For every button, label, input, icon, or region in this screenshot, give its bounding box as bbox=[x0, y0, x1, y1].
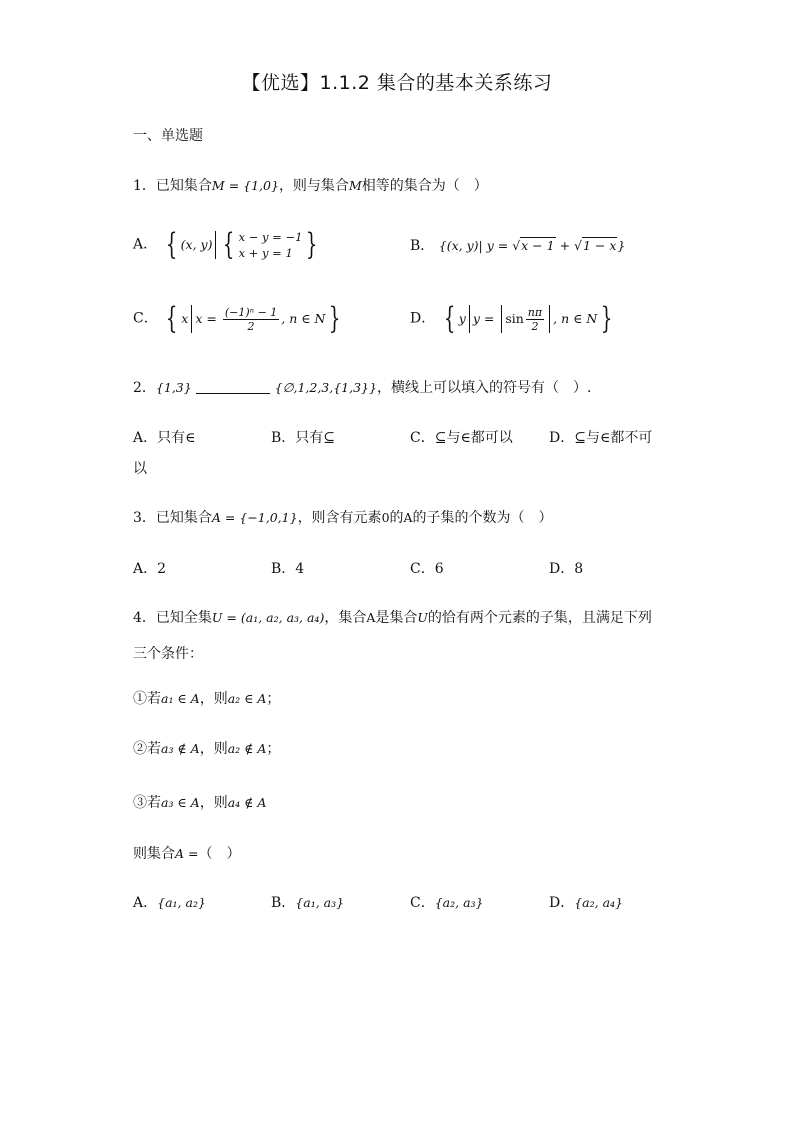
q1-d-y: y = bbox=[472, 310, 499, 326]
q2-set2: {∅,1,2,3,{1,3}} bbox=[274, 380, 377, 395]
q4-text-a: 4．已知全集 bbox=[133, 610, 212, 626]
q1-a-eq2: x + y = 1 bbox=[238, 246, 293, 260]
page-title: 【优选】1.1.2 集合的基本关系练习 bbox=[241, 72, 553, 94]
q1-d-sin: sin bbox=[505, 310, 524, 326]
q1-d-tail: , n ∈ N bbox=[553, 310, 598, 326]
q1-b-sqrt1: x − 1 bbox=[521, 238, 555, 253]
q4-c1-text-a: ①若 bbox=[133, 691, 161, 707]
q1-b-prefix: {(x, y)| y = bbox=[438, 238, 513, 253]
q2-set1: {1,3} bbox=[155, 380, 192, 395]
q3-text-d: 的子集的个数为（ ） bbox=[412, 510, 553, 526]
q4-c3-text-a: ③若 bbox=[133, 795, 161, 811]
section-heading: 一、单选题 bbox=[133, 128, 203, 144]
q1-option-a[interactable] bbox=[133, 229, 322, 261]
q2-option-d-wrap: 以 bbox=[133, 461, 147, 477]
q4-option-c[interactable] bbox=[410, 894, 484, 912]
q3-option-a[interactable]: A．2 bbox=[133, 561, 167, 577]
q4-text-d: 的恰有两个元素的子集，且满足下列 bbox=[427, 610, 652, 626]
q1-text-b: ，则与集合 bbox=[278, 178, 349, 194]
q1-set-m: M = {1,0} bbox=[211, 178, 279, 193]
q2-option-b[interactable]: B．只有⊆ bbox=[271, 430, 336, 446]
question-4-stem-cont: 三个条件： bbox=[133, 646, 203, 662]
q4-c3-math2: a₄ ∉ A bbox=[227, 795, 267, 810]
q3-option-c[interactable]: C．6 bbox=[410, 561, 444, 577]
q1-b-plus: + bbox=[555, 238, 575, 253]
q4-option-b[interactable] bbox=[271, 894, 344, 912]
q4-c1-text-c: ； bbox=[266, 691, 281, 707]
q1-b-sqrt2: 1 − x bbox=[582, 238, 617, 253]
question-4-stem bbox=[133, 609, 652, 627]
q3-a-letter: A bbox=[403, 510, 413, 525]
q1-text-c: 相等的集合为（ ） bbox=[361, 178, 488, 194]
q1-option-b-label: B． bbox=[410, 238, 435, 254]
q1-option-b-expr: {(x, y)| y = √x − 1 + √1 − x} bbox=[438, 238, 626, 253]
q1-option-d-label: D． bbox=[410, 310, 436, 327]
q1-option-c-expr: { x x = $\frac{\text{(−1)ⁿ − 1}}{2}$ , n ∈ N } bbox=[165, 301, 341, 336]
q4-c1-text-b: ，则 bbox=[199, 691, 228, 707]
q3-text-a: 3．已知集合 bbox=[133, 510, 212, 526]
q4-c2-math2: a₂ ∉ A bbox=[227, 741, 267, 756]
q1-option-c-label: C． bbox=[133, 310, 158, 327]
q1-c-var: x bbox=[181, 310, 189, 326]
q4-option-d-expr: {a₂, a₄} bbox=[574, 895, 624, 910]
q4-condition-2 bbox=[133, 740, 280, 758]
q3-set: A = {−1,0,1} bbox=[211, 510, 298, 525]
question-3-stem bbox=[133, 509, 553, 527]
q1-d-var: y bbox=[458, 310, 466, 326]
q4-c2-text-c: ； bbox=[266, 741, 281, 757]
q1-d-den: 2 bbox=[531, 319, 539, 333]
q4-c2-text-b: ，则 bbox=[199, 741, 228, 757]
q1-a-var: (x, y) bbox=[180, 236, 213, 252]
q3-text-c: 的 bbox=[389, 510, 404, 526]
q4-ask-math: A = bbox=[175, 846, 199, 861]
q1-option-a-expr: { (x, y) { x − y = −1 x + y = 1 } bbox=[165, 227, 318, 262]
q1-option-d-expr: { y y = sin $\frac{n\pi}{2}$ , n ∈ N } bbox=[443, 301, 613, 336]
q1-option-b[interactable] bbox=[410, 237, 625, 255]
q4-ask bbox=[133, 845, 240, 863]
q1-option-c[interactable] bbox=[133, 301, 345, 336]
q4-ask-text-b: （ ） bbox=[198, 846, 241, 862]
q3-text-b: ，则含有元素 bbox=[297, 510, 382, 526]
q4-c2-text-a: ②若 bbox=[133, 741, 161, 757]
q4-c3-math1: a₃ ∈ A bbox=[161, 795, 200, 810]
question-2-stem bbox=[133, 379, 591, 397]
q1-a-eq1: x − y = −1 bbox=[238, 230, 303, 244]
q2-text-b: ，横线上可以填入的符号有（ ）. bbox=[376, 380, 592, 396]
q2-option-a[interactable]: A．只有∈ bbox=[133, 430, 196, 446]
q3-option-b[interactable]: B．4 bbox=[271, 561, 305, 577]
q4-option-c-label: C． bbox=[410, 895, 435, 911]
q4-set-u: U = (a₁, a₂, a₃, a₄) bbox=[211, 610, 325, 625]
q1-b-close: } bbox=[617, 238, 626, 253]
q4-option-a-label: A． bbox=[133, 895, 158, 911]
q1-option-a-label: A． bbox=[133, 236, 158, 253]
q3-option-d[interactable]: D．8 bbox=[549, 561, 584, 577]
q1-c-x: x = bbox=[195, 310, 221, 326]
q4-option-a[interactable] bbox=[133, 894, 206, 912]
q1-c-num: (−1)ⁿ − 1 bbox=[224, 305, 278, 319]
q4-option-d[interactable] bbox=[549, 894, 623, 912]
q4-option-b-expr: {a₁, a₃} bbox=[295, 895, 345, 910]
q4-c1-math1: a₁ ∈ A bbox=[161, 691, 200, 706]
q2-text-a: 2． bbox=[133, 380, 156, 396]
q1-c-den: 2 bbox=[247, 319, 255, 333]
question-1-stem bbox=[133, 177, 488, 195]
q4-condition-1 bbox=[133, 690, 280, 708]
q2-blank[interactable] bbox=[196, 379, 270, 394]
q4-text-c: 是集合 bbox=[375, 610, 418, 626]
q4-option-c-expr: {a₂, a₃} bbox=[434, 895, 484, 910]
q3-zero: 0 bbox=[381, 510, 390, 525]
q4-option-d-label: D． bbox=[549, 895, 575, 911]
q4-condition-3 bbox=[133, 794, 266, 812]
q4-option-a-expr: {a₁, a₂} bbox=[157, 895, 206, 910]
q1-var-m: M bbox=[348, 178, 362, 193]
q2-option-d[interactable]: D．⊆与∈都不可 bbox=[549, 430, 653, 446]
q4-option-b-label: B． bbox=[271, 895, 296, 911]
q4-c3-text-b: ，则 bbox=[199, 795, 228, 811]
q4-c2-math1: a₃ ∉ A bbox=[161, 741, 200, 756]
q1-c-tail: , n ∈ N bbox=[281, 310, 326, 326]
q2-option-c[interactable]: C．⊆与∈都可以 bbox=[410, 430, 513, 446]
q4-a-letter: A bbox=[366, 610, 376, 625]
q1-option-d[interactable] bbox=[410, 301, 616, 336]
q4-text-b: ，集合 bbox=[324, 610, 367, 626]
q4-ask-text-a: 则集合 bbox=[133, 846, 175, 862]
q4-c1-math2: a₂ ∈ A bbox=[227, 691, 267, 706]
q4-u-var: U bbox=[417, 610, 428, 625]
q1-d-num: nπ bbox=[527, 305, 543, 319]
q1-text-a: 1．已知集合 bbox=[133, 178, 212, 194]
